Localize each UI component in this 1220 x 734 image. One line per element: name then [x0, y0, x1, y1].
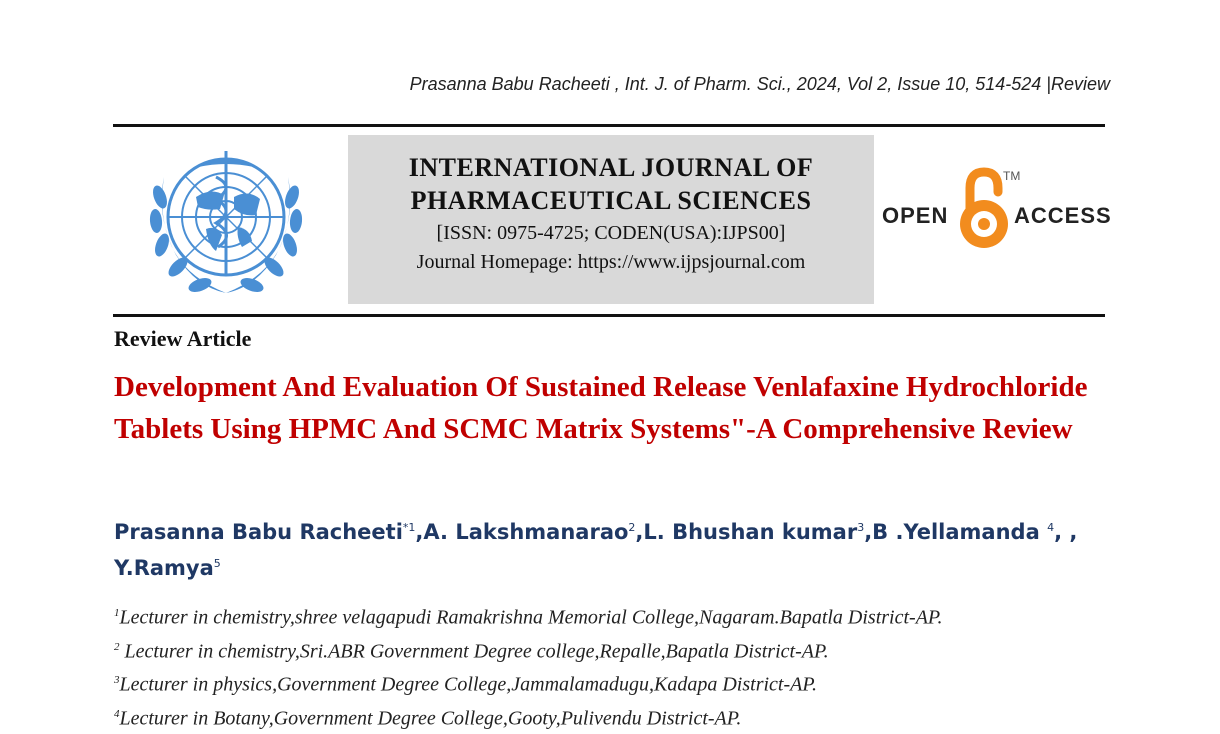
author-affiliation-mark: 2 — [628, 521, 636, 534]
author-affiliation-mark: 5 — [213, 557, 221, 570]
header-bottom-rule — [113, 314, 1105, 317]
journal-homepage: Journal Homepage: https://www.ijpsjournal.com — [416, 251, 806, 273]
running-head: Prasanna Babu Racheeti , Int. J. of Pharm. Sci., 2024, Vol 2, Issue 10, 514-524 |Review — [409, 74, 1110, 94]
affiliation-item — [114, 633, 943, 667]
author-name: Prasanna Babu Racheeti — [114, 520, 403, 544]
author-name: ,A. Lakshmanarao — [415, 520, 629, 544]
affiliation-text: Lecturer in chemistry,Sri.ABR Government Degree college,Repalle,Bapatla District-AP. — [119, 640, 829, 663]
affiliation-list — [114, 599, 943, 734]
author-name: ,L. Bhushan kumar — [635, 520, 858, 544]
journal-title-line2: PHARMACEUTICAL SCIENCES — [410, 186, 812, 215]
affiliation-item — [114, 700, 943, 734]
affiliation-number: 2 — [114, 640, 120, 653]
author-name: , , Y.Ramya — [114, 520, 1078, 580]
author-list — [114, 512, 1104, 584]
affiliation-number: 1 — [114, 607, 120, 619]
un-emblem-icon — [126, 137, 326, 307]
journal-title-line1: INTERNATIONAL JOURNAL OF — [408, 153, 814, 182]
journal-masthead — [348, 135, 874, 304]
affiliation-text: Lecturer in physics,Government Degree College,Jammalamadugu,Kadapa District-AP. — [119, 673, 817, 696]
author-name: ,B .Yellamanda — [864, 520, 1048, 544]
open-access-logo — [880, 160, 1110, 260]
trademark-mark: TM — [1003, 169, 1021, 183]
affiliation-item — [114, 599, 943, 633]
affiliation-number: 4 — [114, 707, 120, 720]
affiliation-number: 3 — [114, 674, 120, 687]
affiliation-text: Lecturer in chemistry,shree velagapudi Ramakrishna Memorial College,Nagaram.Bapatla District-AP. — [119, 606, 943, 629]
article-title: Development And Evaluation Of Sustained Release Venlafaxine Hydrochloride Tablets Using HPMC And SCMC Matrix Systems"-A Comprehensive Review — [114, 371, 1088, 445]
header-top-rule — [113, 124, 1105, 127]
article-type: Review Article — [114, 326, 252, 351]
journal-issn: [ISSN: 0975-4725; CODEN(USA):IJPS00] — [436, 222, 786, 244]
open-access-word-access: ACCESS — [1014, 203, 1112, 228]
author-affiliation-mark: 4 — [1047, 521, 1055, 534]
author-affiliation-mark: *1 — [402, 521, 416, 534]
open-access-word-open: OPEN — [882, 203, 949, 228]
affiliation-text: Lecturer in Botany,Government Degree College,Gooty,Pulivendu District-AP. — [119, 707, 742, 730]
author-affiliation-mark: 3 — [857, 521, 865, 534]
